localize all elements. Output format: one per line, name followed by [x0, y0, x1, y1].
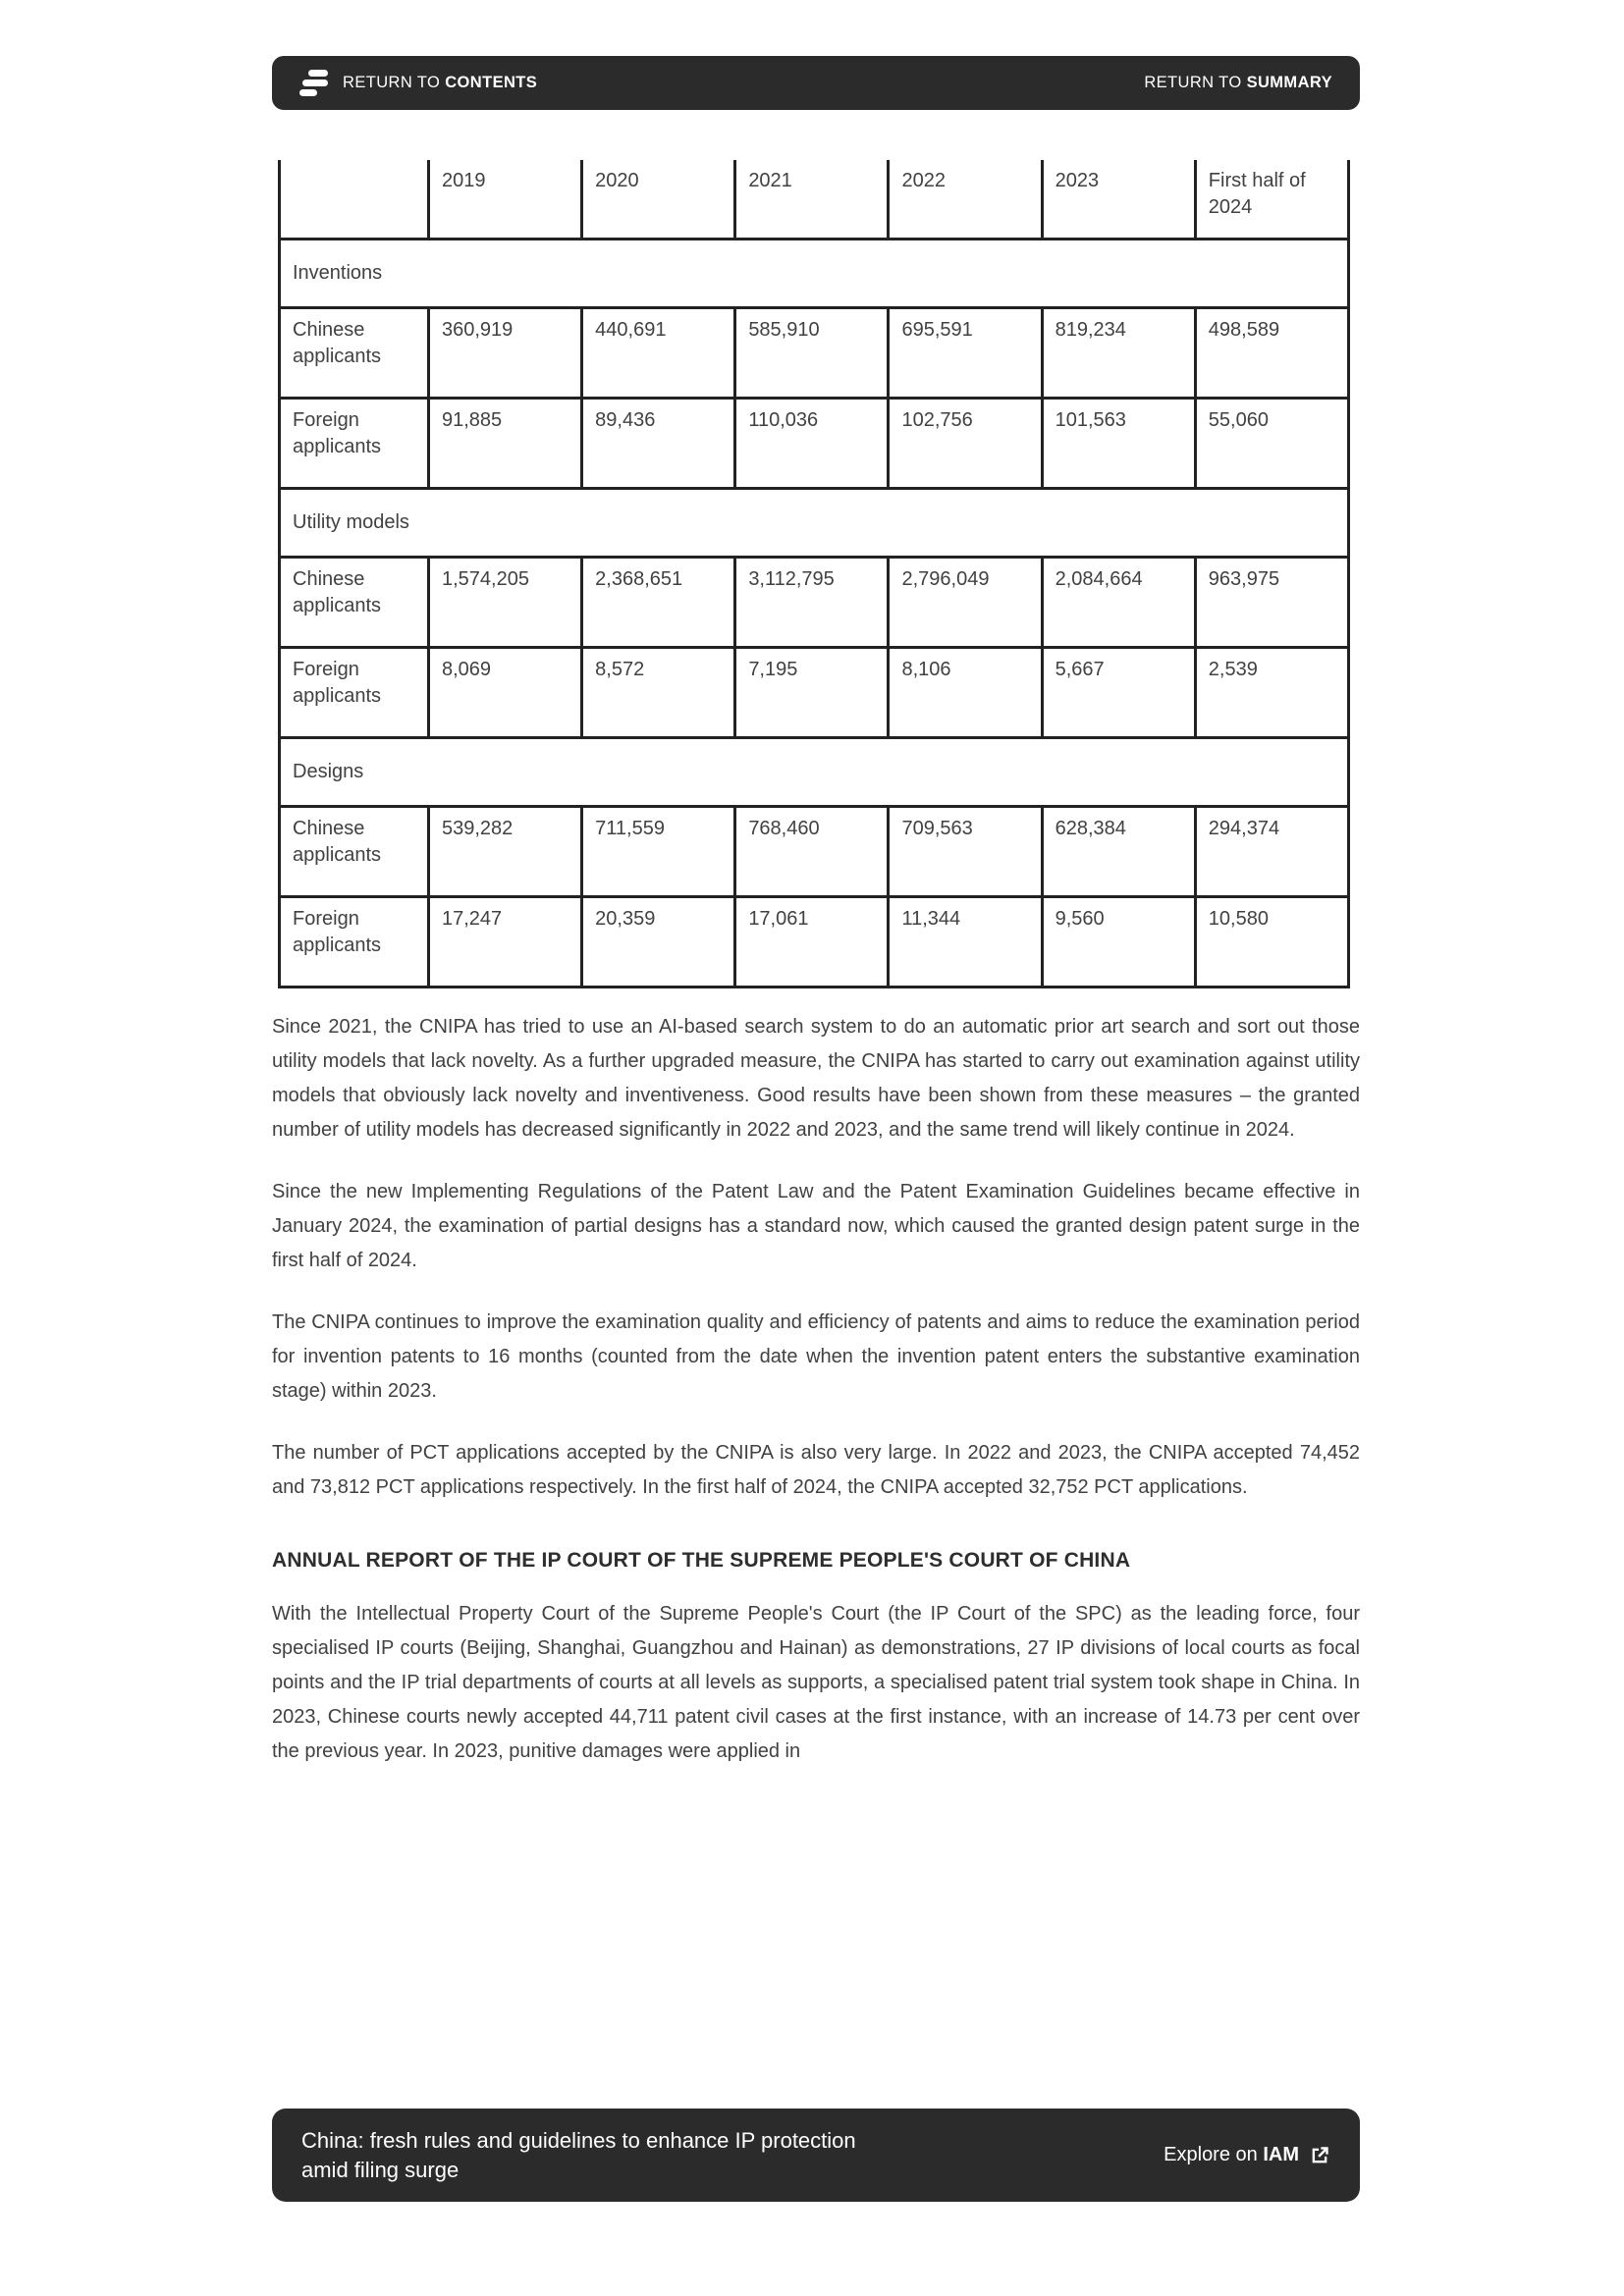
value-cell: 20,359 — [582, 896, 735, 987]
return-to-contents-label: RETURN TO CONTENTS — [343, 74, 538, 91]
value-cell: 498,589 — [1195, 307, 1348, 398]
row-label-cell: Chinese applicants — [280, 806, 429, 896]
value-cell: 7,195 — [735, 647, 889, 737]
table-row — [280, 307, 1349, 398]
value-cell: 2,368,651 — [582, 557, 735, 647]
value-cell: 9,560 — [1042, 896, 1195, 987]
value-cell: 539,282 — [429, 806, 582, 896]
return-to-contents-link[interactable] — [299, 70, 537, 96]
year-header-cell: 2020 — [582, 160, 735, 239]
value-cell: 17,061 — [735, 896, 889, 987]
table-row — [280, 557, 1349, 647]
row-label-cell: Foreign applicants — [280, 398, 429, 488]
value-cell: 2,084,664 — [1042, 557, 1195, 647]
section-heading-annual-report: ANNUAL REPORT OF THE IP COURT OF THE SUPREME PEOPLE'S COURT OF CHINA — [272, 1548, 1131, 1572]
value-cell: 5,667 — [1042, 647, 1195, 737]
value-cell: 8,106 — [889, 647, 1042, 737]
value-cell: 55,060 — [1195, 398, 1348, 488]
page-content — [272, 56, 1360, 1796]
corner-cell — [280, 160, 429, 239]
return-to-summary-label: RETURN TO SUMMARY — [1144, 74, 1332, 91]
section-row-inventions — [280, 239, 1349, 307]
value-cell: 2,539 — [1195, 647, 1348, 737]
table-row — [280, 647, 1349, 737]
table-header-row — [280, 160, 1349, 239]
external-link-icon — [1309, 2145, 1330, 2166]
value-cell: 3,112,795 — [735, 557, 889, 647]
row-label-cell: Foreign applicants — [280, 647, 429, 737]
section-label-cell: Inventions — [280, 239, 1349, 307]
iam-bars-icon — [299, 70, 329, 96]
value-cell: 110,036 — [735, 398, 889, 488]
value-cell: 17,247 — [429, 896, 582, 987]
value-cell: 89,436 — [582, 398, 735, 488]
value-cell: 440,691 — [582, 307, 735, 398]
value-cell: 102,756 — [889, 398, 1042, 488]
paragraph-cnipa-ai-search: Since 2021, the CNIPA has tried to use an AI-based search system to do an automatic prior art search and sort out those utility models that lack novelty. As a further upgraded measure, the CNIPA has started to carry out examination against utility models that obviously lack novelty and inventiveness. Good results have been shown from these measures – the granted number of utility models has decreased significantly in 2022 and 2023, and the same trend will likely continue in 2024. — [272, 1015, 1360, 1141]
row-label-cell: Foreign applicants — [280, 896, 429, 987]
year-header-cell: First half of 2024 — [1195, 160, 1348, 239]
table-row — [280, 896, 1349, 987]
value-cell: 1,574,205 — [429, 557, 582, 647]
patent-filings-table — [278, 160, 1350, 988]
paragraph-ip-court: With the Intellectual Property Court of the Supreme People's Court (the IP Court of the SPC) as the leading force, four specialised IP courts (Beijing, Shanghai, Guangzhou and Hainan) as demonstrations, 27 IP divisions of local courts as focal points and the IP trial departments of courts at all levels as supports, a specialised patent trial system took shape in China. In 2023, Chinese courts newly accepted 44,711 patent civil cases at the first instance, with an increase of 14.73 per cent over the previous year. In 2023, punitive damages were applied in — [272, 1602, 1360, 1762]
explore-on-iam-link[interactable] — [1164, 2144, 1330, 2166]
table-row — [280, 398, 1349, 488]
value-cell: 709,563 — [889, 806, 1042, 896]
section-label-cell: Utility models — [280, 488, 1349, 557]
paragraph-pct-applications: The number of PCT applications accepted by the CNIPA is also very large. In 2022 and 2023, the CNIPA accepted 74,452 and 73,812 PCT applications respectively. In the first half of 2024, the CNIPA accepted 32,752 PCT applications. — [272, 1441, 1360, 1498]
value-cell: 91,885 — [429, 398, 582, 488]
value-cell: 963,975 — [1195, 557, 1348, 647]
return-to-summary-link[interactable] — [1144, 74, 1332, 92]
year-header-cell: 2021 — [735, 160, 889, 239]
article-body — [272, 1010, 1360, 1769]
section-row-designs — [280, 737, 1349, 806]
value-cell: 628,384 — [1042, 806, 1195, 896]
value-cell: 585,910 — [735, 307, 889, 398]
year-header-cell: 2022 — [889, 160, 1042, 239]
year-header-cell: 2019 — [429, 160, 582, 239]
value-cell: 10,580 — [1195, 896, 1348, 987]
paragraph-examination-quality: The CNIPA continues to improve the examination quality and efficiency of patents and aims to reduce the examination period for invention patents to 16 months (counted from the date when the invention patent enters the substantive examination stage) within 2023. — [272, 1310, 1360, 1402]
value-cell: 101,563 — [1042, 398, 1195, 488]
section-label-cell: Designs — [280, 737, 1349, 806]
top-nav-bar — [272, 56, 1360, 110]
explore-on-iam-label: Explore on IAM — [1164, 2144, 1299, 2165]
article-title: China: fresh rules and guidelines to enhance IP protection amid filing surge — [301, 2127, 856, 2182]
footer-bar — [272, 2109, 1360, 2202]
table-row — [280, 806, 1349, 896]
row-label-cell: Chinese applicants — [280, 557, 429, 647]
value-cell: 2,796,049 — [889, 557, 1042, 647]
section-row-utility-models — [280, 488, 1349, 557]
paragraph-implementing-regulations: Since the new Implementing Regulations of the Patent Law and the Patent Examination Guidelines became effective in January 2024, the examination of partial designs has a standard now, which caused the granted design patent surge in the first half of 2024. — [272, 1180, 1360, 1271]
value-cell: 711,559 — [582, 806, 735, 896]
value-cell: 294,374 — [1195, 806, 1348, 896]
year-header-cell: 2023 — [1042, 160, 1195, 239]
row-label-cell: Chinese applicants — [280, 307, 429, 398]
value-cell: 8,069 — [429, 647, 582, 737]
value-cell: 768,460 — [735, 806, 889, 896]
value-cell: 695,591 — [889, 307, 1042, 398]
value-cell: 360,919 — [429, 307, 582, 398]
value-cell: 11,344 — [889, 896, 1042, 987]
value-cell: 8,572 — [582, 647, 735, 737]
value-cell: 819,234 — [1042, 307, 1195, 398]
